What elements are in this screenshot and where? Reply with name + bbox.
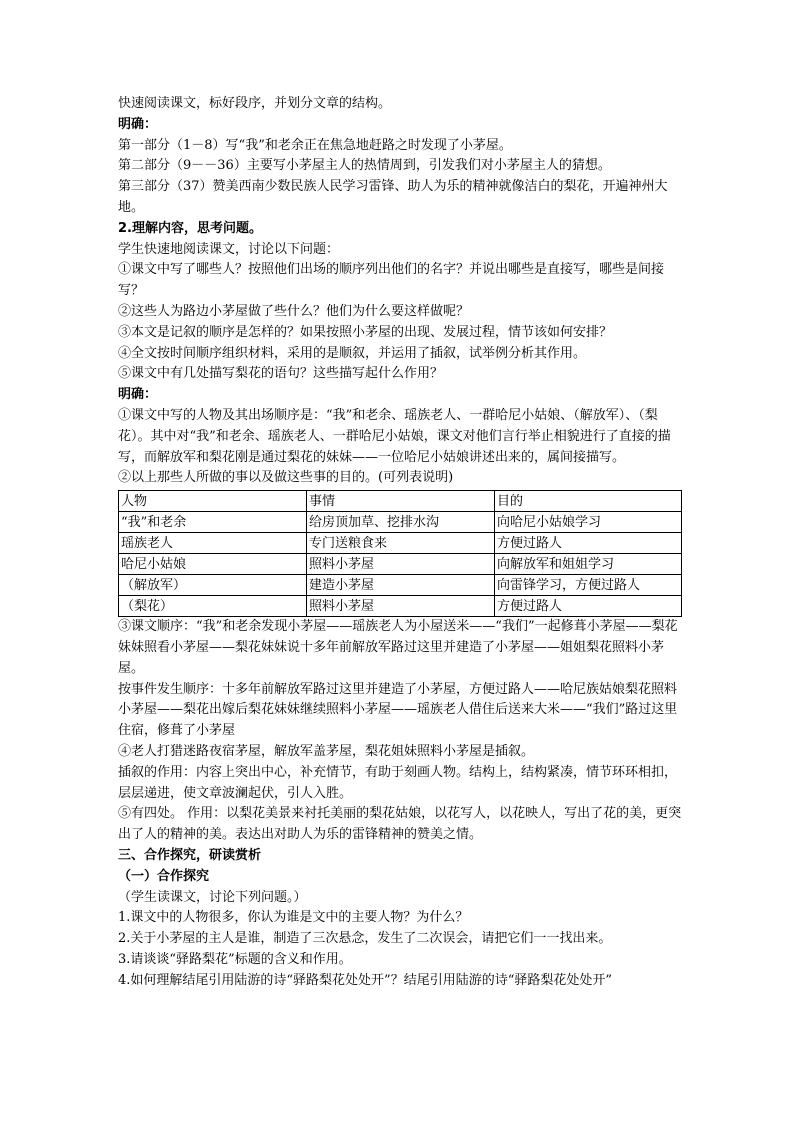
instruction-line: 学生快速地阅读课文，讨论以下问题： — [118, 241, 340, 257]
answer-4-flashback: ④老人打猎迷路夜宿茅屋，解放军盖茅屋，梨花姐妹照料小茅屋是插叙。 — [118, 743, 535, 759]
answer-5-pear: ⑤有四处。 作用：以梨花美景来衬托美丽的梨花姑娘，以花写人，以花映人，写出了花的美，更突出了人的精神的美。表达出对助人为乐的雷锋精神的赞美之情。 — [118, 806, 682, 843]
inquiry-question-2: 2.关于小茅屋的主人是谁，制造了三次悬念，发生了二次误会，请把它们一一找出来。 — [118, 931, 612, 947]
answer-4-effect: 插叙的作用：内容上突出中心，补充情节，有助于刻画人物。结构上，结构紧凑，情节环环相扣，层层递进，使文章波澜起伏，引人入胜。 — [118, 764, 678, 801]
question-2: ②这些人为路边小茅屋做了些什么？他们为什么要这样做呢？ — [118, 303, 470, 319]
table-cell: 向解放军和姐姐学习 — [495, 554, 682, 575]
table-header-cell: 事情 — [307, 491, 495, 512]
table-row — [119, 554, 682, 575]
table-row — [119, 512, 682, 533]
inquiry-question-4: 4.如何理解结尾引用陆游的诗“驿路梨花处处开”？结尾引用陆游的诗“驿路梨花处处开” — [118, 972, 612, 988]
table-cell: 方便过路人 — [495, 533, 682, 554]
table-row — [119, 575, 682, 596]
table-header-row — [119, 491, 682, 512]
table-cell: “我”和老余 — [119, 512, 307, 533]
question-3: ③本文是记叙的顺序是怎样的？如果按照小茅屋的出现、发展过程，情节该如何安排？ — [118, 324, 613, 340]
table-cell: 瑶族老人 — [119, 533, 307, 554]
section-heading: 2.理解内容，思考问题。 — [118, 220, 262, 236]
table-header-cell: 人物 — [119, 491, 307, 512]
characters-table — [118, 490, 682, 617]
structure-part-3: 第三部分（37）赞美西南少数民族人民学习雷锋、助人为乐的精神就像洁白的梨花，开遍神州大地。 — [118, 179, 668, 215]
table-cell: 给房顶加草、挖排水沟 — [307, 512, 495, 533]
table-row — [119, 596, 682, 617]
answer-2-intro: ②以上那些人所做的事以及做这些事的目的。(可列表说明) — [118, 470, 454, 486]
inquiry-question-1: 1.课文中的人物很多，你认为谁是文中的主要人物？为什么？ — [118, 910, 469, 926]
table-cell: 建造小茅屋 — [307, 575, 495, 596]
document-page — [118, 94, 683, 991]
question-4: ④全文按时间顺序组织材料，采用的是顺叙，并运用了插叙，试举例分析其作用。 — [118, 345, 587, 361]
answer-label: 明确： — [118, 116, 158, 132]
table-cell: 照料小茅屋 — [307, 554, 495, 575]
table-cell: （解放军） — [119, 575, 307, 596]
structure-part-2: 第二部分（9－－36）主要写小茅屋主人的热情周到，引发我们对小茅屋主人的猜想。 — [118, 158, 611, 174]
table-cell: （梨花） — [119, 596, 307, 617]
answer-3-order: ③课文顺序：“我”和老余发现小茅屋——瑶族老人为小屋送米——“我们”一起修葺小茅屋——梨花妹妹照看小茅屋——梨花妹妹说十多年前解放军路过这里并建造了小茅屋——姐姐梨花照料小茅屋。 — [118, 619, 678, 676]
table-header-cell: 目的 — [495, 491, 682, 512]
table-cell: 向哈尼小姑娘学习 — [495, 512, 682, 533]
answer-3-event-order: 按事件发生顺序：十多年前解放军路过这里并建造了小茅屋，方便过路人——哈尼族姑娘梨花照料小茅屋——梨花出嫁后梨花妹妹继续照料小茅屋——瑶族老人借住后送来大米——“我们”路过这里住宿，修葺了小茅屋 — [118, 681, 678, 739]
answer-1: ①课文中写的人物及其出场顺序是：“我”和老余、瑶族老人、一群哈尼小姑娘、（解放军）、（梨花）。其中对“我”和老余、瑶族老人、一群哈尼小姑娘，课文对他们言行举止相貌进行了直接的描写，而解放军和梨花刚是通过梨花的妹妹——一位哈尼小姑娘讲述出来的，属间接描写。 — [118, 407, 671, 465]
question-5: ⑤课文中有几处描写梨花的语句？这些描写起什么作用？ — [118, 366, 444, 382]
table-cell: 向雷锋学习，方便过路人 — [495, 575, 682, 596]
structure-part-1: 第一部分（1－8）写“我”和老余正在焦急地赶路之时发现了小茅屋。 — [118, 137, 512, 153]
table-cell: 哈尼小姑娘 — [119, 554, 307, 575]
answer-label: 明确： — [118, 387, 158, 403]
table-row — [119, 533, 682, 554]
table-cell: 照料小茅屋 — [307, 596, 495, 617]
table-cell: 方便过路人 — [495, 596, 682, 617]
question-1: ①课文中写了哪些人？按照他们出场的顺序列出他们的名字？并说出哪些是直接写，哪些是间接写？ — [118, 262, 665, 299]
task-line: 快速阅读课文，标好段序，并划分文章的结构。 — [118, 96, 392, 111]
sub-heading: （一）合作探究 — [118, 868, 210, 884]
instruction-line: （学生读课文，讨论下列问题。） — [118, 889, 307, 905]
section-heading: 三、合作探究，研读赏析 — [118, 847, 262, 863]
inquiry-question-3: 3.请谈谈“驿路梨花”标题的含义和作用。 — [118, 951, 352, 967]
table-cell: 专门送粮食来 — [307, 533, 495, 554]
